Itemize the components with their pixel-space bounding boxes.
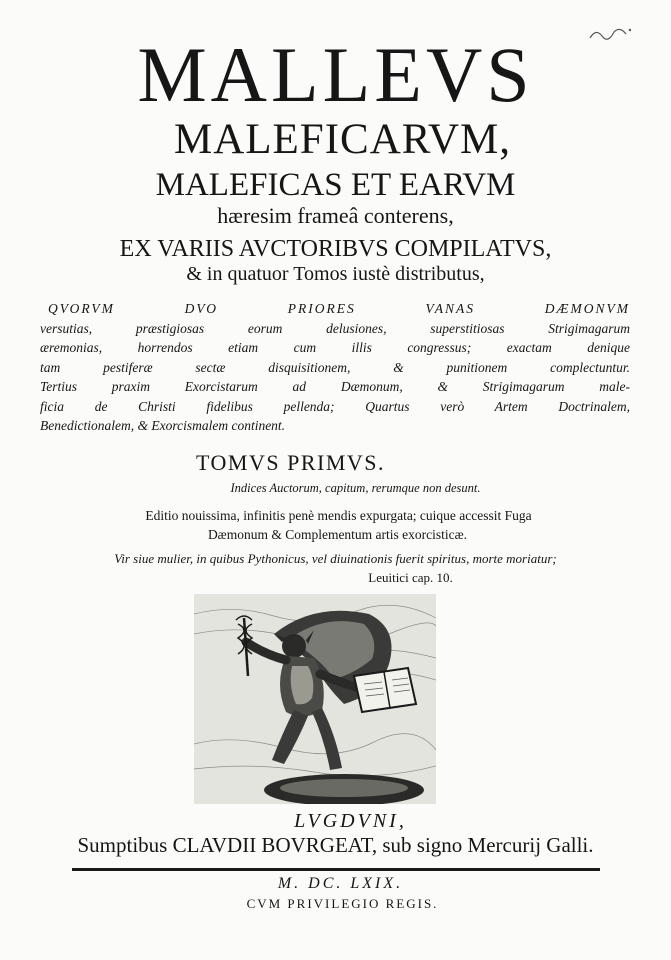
printer-imprint: Sumptibus CLAVDII BOVRGEAT, sub signo Mercurij Galli. [77, 833, 594, 857]
scripture-reference: Leuitici cap. 10. [368, 570, 453, 585]
subtitle-line-2: hæresim frameâ conterens, [217, 203, 454, 228]
imprint-rule [72, 868, 600, 871]
description-line: versutias, præstigiosas eorum delusiones, superstitiosas Strigimagarum [40, 320, 630, 336]
edition-line-1: Editio nouissima, infinitis penè mendis expurgata; cuique accessit Fuga [145, 508, 532, 523]
description-line: tam pestiferæ sectæ disquisitionem, & punitionem complectuntur. [40, 359, 630, 375]
title-line-1: MALLEVS [137, 31, 534, 118]
publication-year: M. DC. LXIX. [277, 875, 404, 892]
description-line: æremonias, horrendos etiam cum illis congressus; exactam denique [40, 340, 630, 355]
subtitle-line-1: MALEFICAS ET EARVM [155, 167, 516, 203]
mercury-engraving-icon [194, 594, 436, 804]
compilation-line-1: EX VARIIS AVCTORIBVS COMPILATVS, [119, 236, 552, 262]
city-name: LVGDVNI, [294, 810, 407, 832]
description-line: QVORVM DVO PRIORES VANAS DÆMONVM [48, 301, 630, 316]
title-line-2: MALEFICARVM, [173, 116, 512, 163]
description-line: Benedictionalem, & Exorcismalem continent. [40, 418, 286, 433]
description-line: ficia de Christi fidelibus pellenda; Quartus verò Artem Doctrinalem, [40, 398, 630, 414]
royal-privilege: CVM PRIVILEGIO REGIS. [246, 896, 439, 911]
compilation-line-2: & in quatuor Tomos iustè distributus, [186, 263, 485, 285]
indices-note: Indices Auctorum, capitum, rerumque non desunt. [230, 481, 481, 495]
volume-heading: TOMVS PRIMVS. [196, 450, 386, 475]
scripture-quote: Vir siue mulier, in quibus Pythonicus, vel diuinationis fuerit spiritus, morte moriatur; [114, 551, 557, 566]
edition-line-2: Dæmonum & Complementum artis exorcisticæ. [207, 527, 468, 542]
description-line: Tertius praxim Exorcistarum ad Dæmonum, & Strigimagarum male- [40, 379, 630, 394]
description-block [40, 299, 630, 436]
